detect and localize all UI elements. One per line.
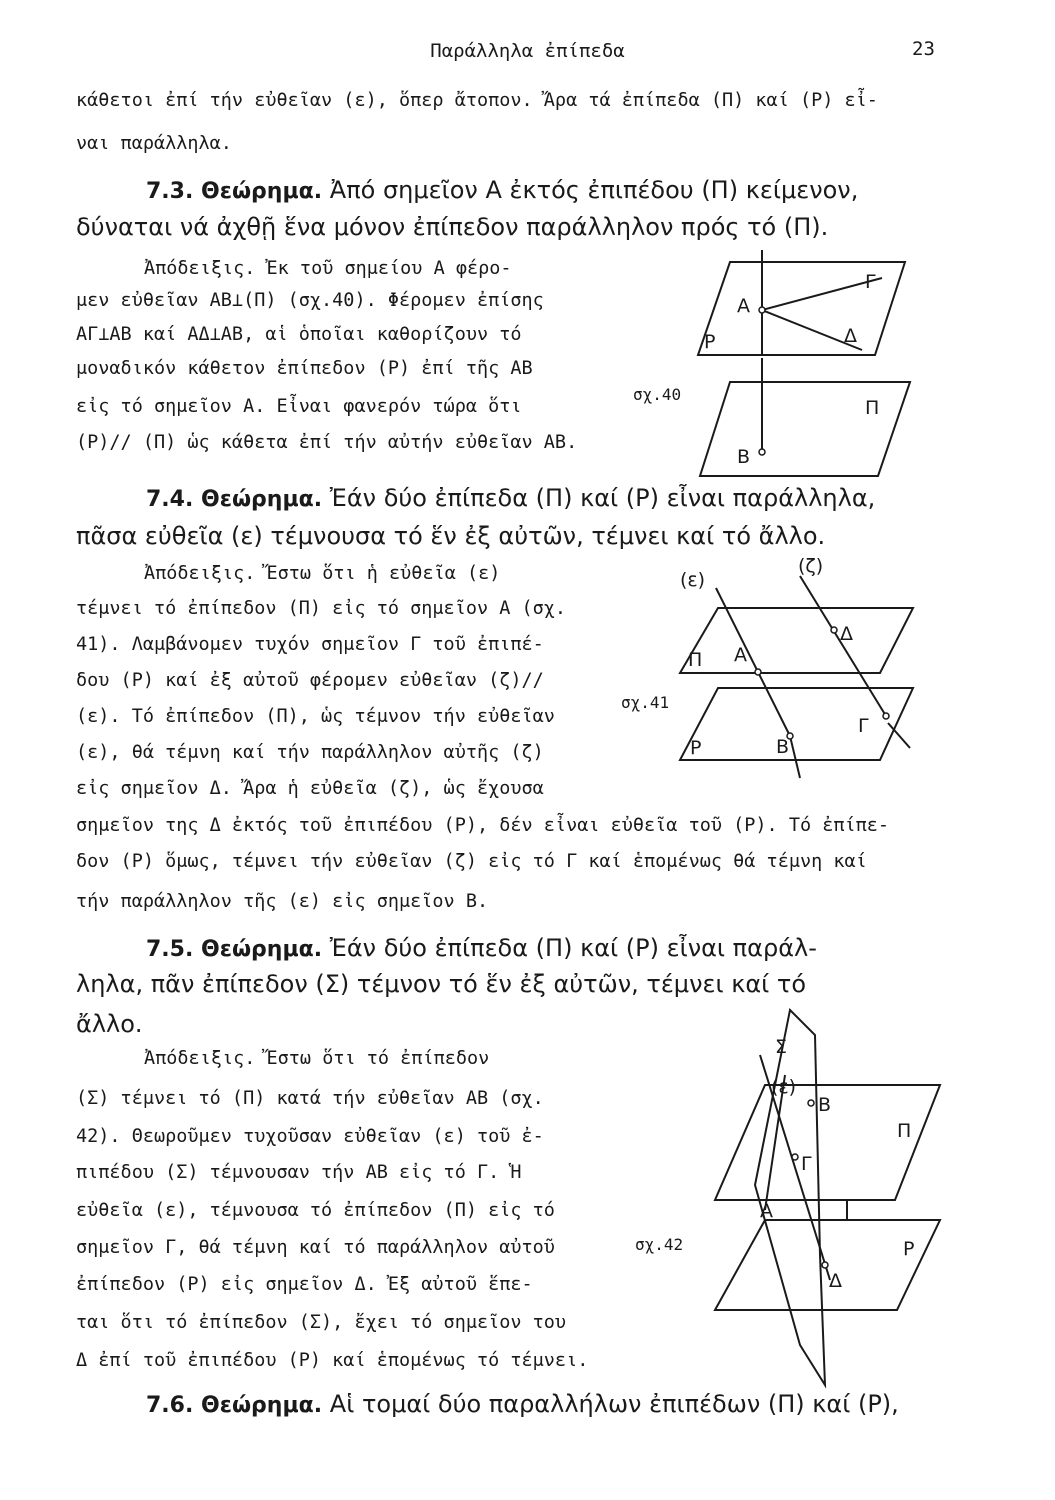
point-b: [759, 449, 765, 455]
caption-fig41: σχ.41: [621, 693, 670, 712]
theorem-7-6-statement-1: 7.6. Θεώρημα. Αἱ τομαί δύο παραλλήλων ἐπιπέδων (Π) καί (Ρ),: [146, 1390, 899, 1418]
theorem-7-3-statement-1: 7.3. Θεώρημα. Ἀπό σημεῖον Α ἐκτός ἐπιπέδου (Π) κείμενον,: [146, 176, 859, 204]
proof-7-3-line-5: εἰς τό σημεῖον Α. Εἶναι φανερόν τώρα ὅτι: [76, 396, 522, 417]
theorem-7-6-label: 7.6. Θεώρημα.: [146, 1393, 323, 1418]
proof-7-3-line-6: (Ρ)// (Π) ὡς κάθετα ἐπί τήν αὐτήν εὐθεῖαν ΑΒ.: [76, 432, 578, 453]
label-g: Γ: [858, 715, 869, 737]
figure-41: [618, 548, 928, 788]
label-z: (ζ): [798, 555, 824, 577]
label-g: Γ: [865, 271, 876, 293]
line-e: [716, 588, 790, 736]
proof-7-5-line-4: πιπέδου (Σ) τέμνουσαν τήν ΑΒ εἰς τό Γ. Ἡ: [76, 1162, 522, 1183]
proof-7-4-line-10: τήν παράλληλον τῆς (ε) εἰς σημεῖον Β.: [76, 891, 489, 912]
plane-s: [755, 1010, 825, 1385]
figure-40: [620, 240, 920, 485]
proof-7-5-line-5: εὐθεῖα (ε), τέμνουσα τό ἐπίπεδον (Π) εἰς τό: [76, 1200, 555, 1221]
caption-fig42: σχ.42: [635, 1235, 684, 1254]
proof-7-4-line-4: δου (Ρ) καί ἐξ αὐτοῦ φέρομεν εὐθεῖαν (ζ)//: [76, 670, 544, 691]
theorem-7-5-statement-2: ληλα, πᾶν ἐπίπεδον (Σ) τέμνον τό ἕν ἐξ αὐτῶν, τέμνει καί τό: [76, 970, 807, 998]
proof-7-3-line-2: μεν εὐθεῖαν ΑΒ⊥(Π) (σχ.40). Φέρομεν ἐπίσης: [76, 290, 544, 311]
label-b: Β: [776, 736, 790, 758]
label-d: Δ: [829, 1270, 842, 1292]
theorem-7-4-label: 7.4. Θεώρημα.: [146, 487, 323, 512]
label-e: (ε): [771, 1076, 797, 1098]
proof-7-5-line-8: ται ὅτι τό ἐπίπεδον (Σ), ἔχει τό σημεῖον του: [76, 1312, 567, 1333]
caption-fig40: σχ.40: [633, 385, 682, 404]
proof-7-4-line-9: δον (Ρ) ὅμως, τέμνει τήν εὐθεῖαν (ζ) εἰς τό Γ καί ἑπομένως θά τέμνη καί: [76, 851, 867, 872]
theorem-7-5-label: 7.5. Θεώρημα.: [146, 937, 323, 962]
line-e-tail: [790, 736, 800, 778]
point-a: [755, 669, 761, 675]
label-d: Δ: [840, 623, 853, 645]
label-a: Α: [734, 644, 747, 666]
label-p: Ρ: [690, 737, 702, 759]
plane-pi: [680, 608, 913, 673]
running-header: Παράλληλα ἐπίπεδα: [430, 40, 625, 62]
intro-line-1: κάθετοι ἐπί τήν εὐθεῖαν (ε), ὅπερ ἄτοπον. Ἄρα τά ἐπίπεδα (Π) καί (Ρ) εἶ-: [76, 90, 878, 111]
point-d: [831, 627, 837, 633]
plane-p: [680, 688, 913, 760]
proof-7-5-line-1: Ἀπόδειξις. Ἔστω ὅτι τό ἐπίπεδον: [144, 1048, 490, 1069]
point-g: [792, 1154, 798, 1160]
label-pi: Π: [865, 397, 880, 419]
point-d: [822, 1262, 828, 1268]
label-a: Α: [760, 1200, 773, 1222]
point-g: [883, 713, 889, 719]
label-pi: Π: [897, 1120, 912, 1142]
proof-7-5-line-7: ἐπίπεδον (Ρ) εἰς σημεῖον Δ. Ἐξ αὐτοῦ ἕπε-: [76, 1274, 533, 1295]
label-b: Β: [818, 1094, 832, 1116]
proof-7-3-line-4: μοναδικόν κάθετον ἐπίπεδον (Ρ) ἐπί τῆς ΑΒ: [76, 358, 533, 379]
label-pi: Π: [688, 649, 703, 671]
segment-ag: [762, 278, 882, 310]
theorem-7-5-statement-3: ἄλλο.: [76, 1010, 143, 1038]
proof-7-5-line-6: σημεῖον Γ, θά τέμνη καί τό παράλληλον αὐτοῦ: [76, 1237, 555, 1258]
theorem-7-4-statement-2: πᾶσα εὐθεῖα (ε) τέμνουσα τό ἕν ἐξ αὐτῶν, τέμνει καί τό ἄλλο.: [76, 522, 826, 550]
theorem-7-4-statement-1: 7.4. Θεώρημα. Ἐάν δύο ἐπίπεδα (Π) καί (Ρ) εἶναι παράλληλα,: [146, 484, 876, 512]
label-g: Γ: [801, 1153, 812, 1175]
proof-7-4-line-2: τέμνει τό ἐπίπεδον (Π) εἰς τό σημεῖον Α (σχ.: [76, 598, 567, 619]
point-a: [759, 307, 765, 313]
label-s: Σ: [775, 1036, 788, 1058]
label-d: Δ: [844, 325, 857, 347]
proof-7-5-line-9: Δ ἐπί τοῦ ἐπιπέδου (Ρ) καί ἑπομένως τό τέμνει.: [76, 1350, 589, 1371]
label-b: Β: [737, 446, 751, 468]
label-p: Ρ: [903, 1238, 915, 1260]
theorem-7-3-statement-2: δύναται νά ἀχθῇ ἕνα μόνον ἐπίπεδον παράλληλον πρός τό (Π).: [76, 213, 829, 241]
proof-7-4-line-8: σημεῖον της Δ ἐκτός τοῦ ἐπιπέδου (Ρ), δέν εἶναι εὐθεῖα τοῦ (Ρ). Τό ἐπίπε-: [76, 815, 890, 836]
label-p: Ρ: [704, 331, 716, 353]
proof-7-4-line-7: εἰς σημεῖον Δ. Ἄρα ἡ εὐθεῖα (ζ), ὡς ἔχουσα: [76, 778, 544, 799]
proof-7-3-line-1: Ἀπόδειξις. Ἐκ τοῦ σημείου Α φέρο-: [144, 258, 512, 279]
label-a: Α: [737, 295, 750, 317]
proof-7-4-line-5: (ε). Τό ἐπίπεδον (Π), ὡς τέμνον τήν εὐθεῖαν: [76, 706, 555, 727]
page-number: 23: [912, 38, 935, 60]
proof-7-4-line-6: (ε), θά τέμνη καί τήν παράλληλον αὐτῆς (ζ): [76, 742, 544, 763]
proof-7-3-line-3: ΑΓ⊥ΑΒ καί ΑΔ⊥ΑΒ, αἱ ὁποῖαι καθορίζουν τό: [76, 324, 522, 345]
proof-7-5-line-3: 42). Θεωροῦμεν τυχοῦσαν εὐθεῖαν (ε) τοῦ ἐ-: [76, 1126, 544, 1147]
figure-42: [615, 1005, 955, 1390]
proof-7-4-line-3: 41). Λαμβάνομεν τυχόν σημεῖον Γ τοῦ ἐπιπέ-: [76, 634, 544, 655]
proof-7-4-line-1: Ἀπόδειξις. Ἔστω ὅτι ἡ εὐθεῖα (ε): [144, 563, 501, 584]
line-z: [800, 576, 886, 716]
theorem-7-3-label: 7.3. Θεώρημα.: [146, 179, 323, 204]
label-e: (ε): [680, 569, 706, 591]
proof-7-5-line-2: (Σ) τέμνει τό (Π) κατά τήν εὐθεῖαν ΑΒ (σχ.: [76, 1088, 544, 1109]
intro-line-2: ναι παράλληλα.: [76, 133, 232, 154]
point-b: [808, 1100, 814, 1106]
theorem-7-5-statement-1: 7.5. Θεώρημα. Ἐάν δύο ἐπίπεδα (Π) καί (Ρ) εἶναι παράλ-: [146, 934, 817, 962]
